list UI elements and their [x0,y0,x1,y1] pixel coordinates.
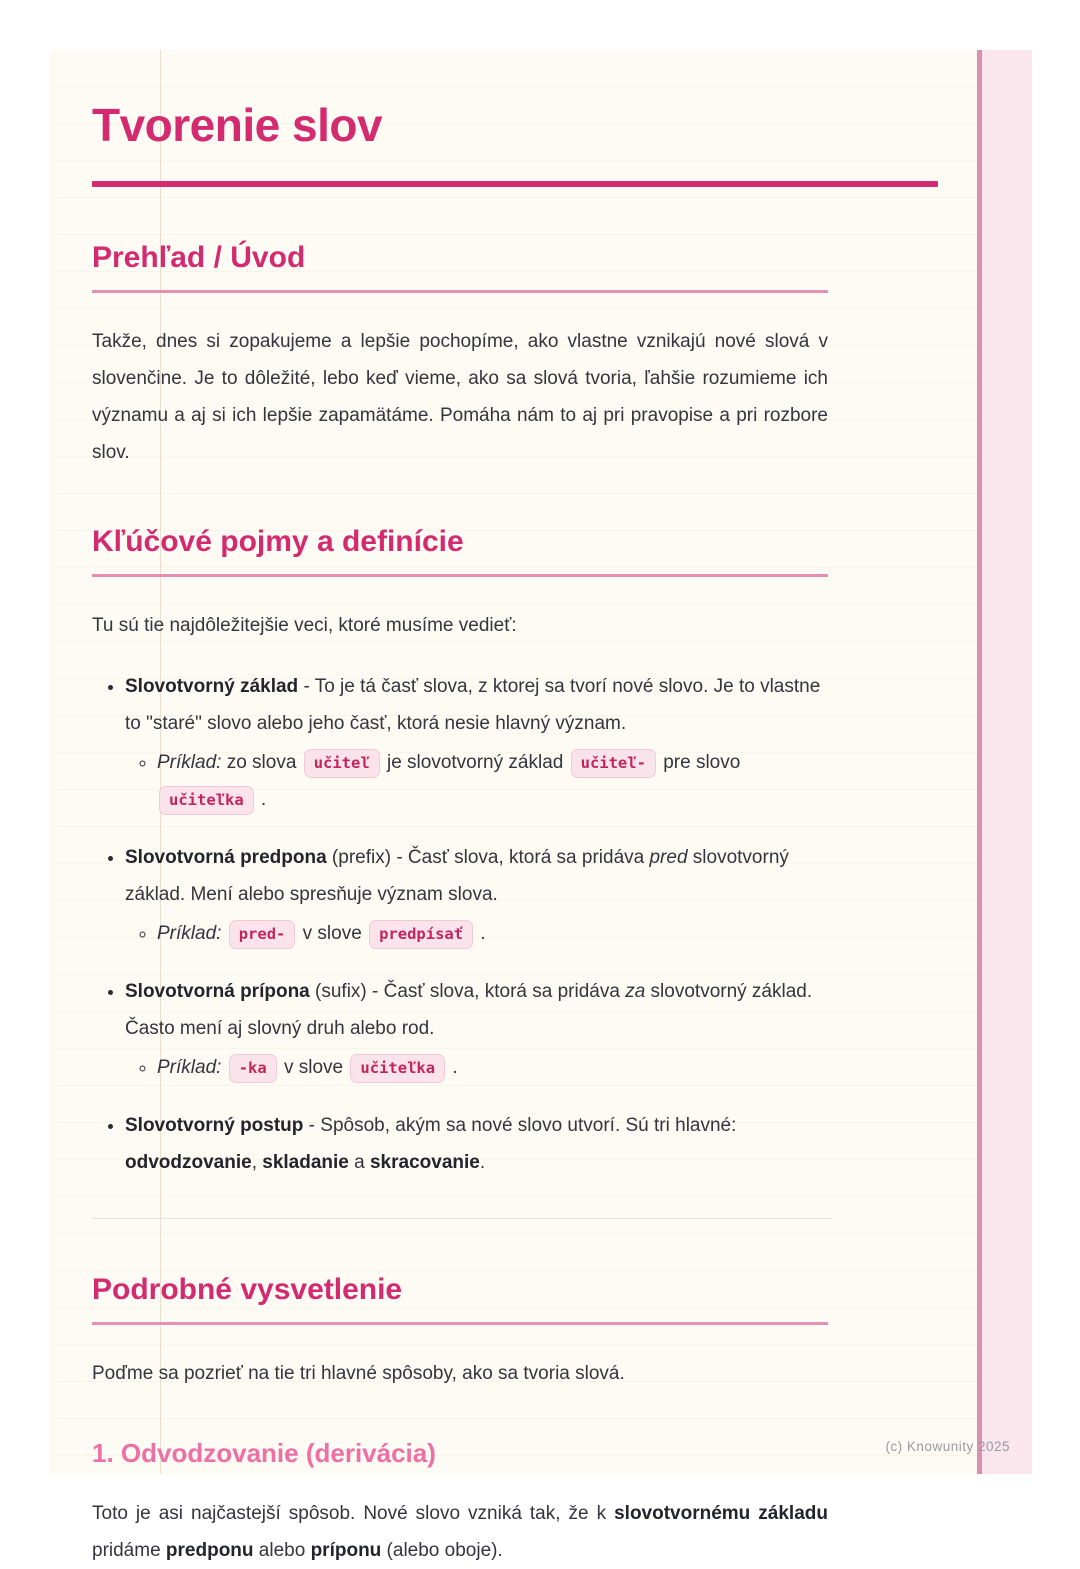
definition-text: , [251,1152,263,1173]
section-detail [92,1273,828,1569]
definition-bold: odvodzovanie [125,1152,252,1173]
code-chip: predpísať [369,920,473,949]
definition-text: - Spôsob, akým sa nové slovo utvorí. Sú tri hlavné: [303,1115,737,1136]
example-text: v slove [278,1057,349,1078]
example-label: Príklad: [157,1057,222,1078]
paragraph-bold: slovotvornému základu [614,1503,828,1524]
example-text: . [475,923,486,944]
paragraph-text: Toto je asi najčastejší spôsob. Nové slovo vzniká tak, že k [92,1503,615,1524]
example-text: . [255,789,267,810]
definition-text: . [479,1152,486,1173]
derivation-paragraph [92,1495,828,1569]
section-divider [92,1218,832,1219]
definition-text: (prefix) - Časť slova, ktorá sa pridáva [326,847,650,868]
code-chip: učiteľka [159,786,254,815]
definition-text: slovotvorný základ. Často mení aj slovný druh alebo rod. [125,981,813,1039]
list-item [125,839,828,952]
definition-text: a [348,1152,370,1173]
example-label: Príklad: [157,923,222,944]
paragraph-text: pridáme [92,1540,166,1561]
list-item [125,668,828,818]
definition-bold: skracovanie [369,1152,480,1173]
example-list [125,915,828,952]
example-item [157,915,828,952]
key-concepts-lead: Tu sú tie najdôležitejšie veci, ktoré musíme vedieť: [92,615,517,636]
document-content [92,50,828,1569]
page-title: Tvorenie slov [92,99,383,151]
example-text: . [447,1057,458,1078]
section-intro [92,241,828,471]
detail-lead: Poďme sa pozrieť na tie tri hlavné spôsoby, ako sa tvoria slová. [92,1363,625,1384]
paragraph-text: (alebo oboje). [381,1540,503,1561]
intro-paragraph: Takže, dnes si zopakujeme a lepšie pochopíme, ako vlastne vznikajú nové slová v slovenčine. Je to dôležité, lebo keď vieme, ako sa slová tvoria, ľahšie rozumieme ich významu a aj si ich lepšie zapamätáme. Pomáha nám to aj pri pravopise a pri rozbore slov. [92,331,828,463]
title-divider-rule [92,181,938,187]
definition-text: (sufix) - Časť slova, ktorá sa pridáva [309,981,626,1002]
example-text [221,1057,226,1078]
example-item [157,744,828,818]
code-chip: -ka [229,1054,277,1083]
term-text: Slovotvorná prípona [125,981,310,1002]
derivation-subheading: 1. Odvodzovanie (derivácia) [92,1438,436,1468]
page-edge-stripe [977,50,1032,1474]
definition-text: - To je tá časť slova, z ktorej sa tvorí nové slovo. Je to vlastne to "staré" slovo alebo jeho časť, ktorá nesie hlavný význam. [125,676,821,734]
definition-emphasis: pred [649,847,688,868]
definition-emphasis: za [625,981,646,1002]
example-text: pre slovo [657,752,741,773]
key-concepts-list [92,668,828,1181]
example-text: je slovotvorný základ [381,752,569,773]
paragraph-bold: príponu [310,1540,382,1561]
code-chip: učiteľ- [571,749,656,778]
key-concepts-heading: Kľúčové pojmy a definície [92,525,828,577]
notebook-page [50,50,1032,1561]
paragraph-bold: predponu [165,1540,254,1561]
section-key-concepts [92,525,828,1181]
definition-bold: skladanie [262,1152,349,1173]
example-item [157,1049,828,1086]
term-text: Slovotvorný základ [125,676,299,697]
code-chip: učiteľ [304,749,380,778]
definition-text: slovotvorný základ. Mení alebo spresňuje význam slova. [125,847,789,905]
copyright-footer: (c) Knowunity 2025 [885,1439,1010,1454]
code-chip: učiteľka [350,1054,445,1083]
intro-heading: Prehľad / Úvod [92,241,828,293]
list-item [125,1107,828,1181]
term-text: Slovotvorný postup [125,1115,304,1136]
term-text: Slovotvorná predpona [125,847,327,868]
detail-heading: Podrobné vysvetlenie [92,1273,828,1325]
list-item [125,973,828,1086]
example-list [125,1049,828,1086]
code-chip: pred- [229,920,296,949]
example-text: v slove [297,923,368,944]
paragraph-text: alebo [253,1540,311,1561]
example-list [125,744,828,818]
example-label: Príklad: [157,752,222,773]
example-text: zo slova [221,752,302,773]
example-text [221,923,226,944]
